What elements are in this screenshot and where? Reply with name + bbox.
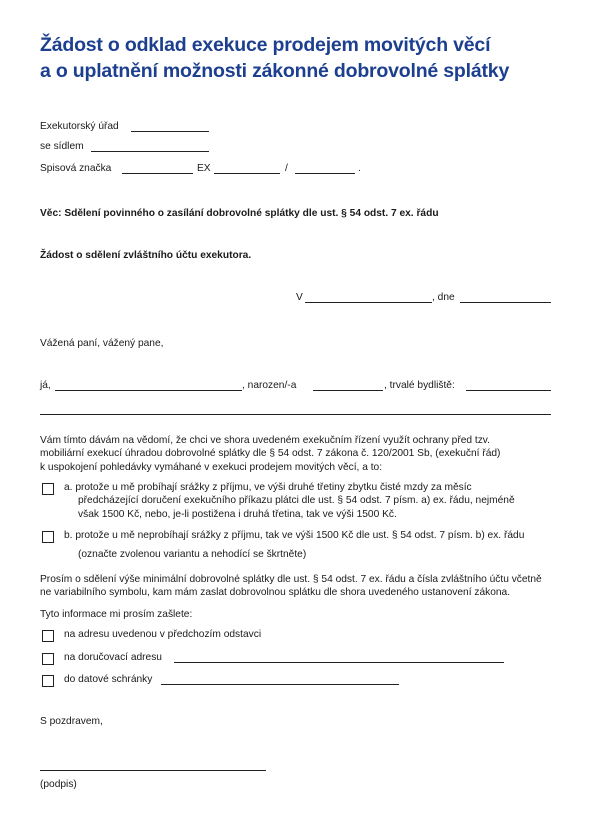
option-b-checkbox[interactable] [42,531,54,543]
send-label: Tyto informace mi prosím zašlete: [40,609,193,620]
seat-label: se sídlem [40,141,84,152]
closing: S pozdravem, [40,716,103,727]
request-heading: Žádost o sdělení zvláštního účtu exekutora. [40,250,252,261]
delivery-address-field[interactable] [174,662,504,663]
file-field-1[interactable] [122,173,193,174]
dot-label: . [358,163,361,174]
signature-label: (podpis) [40,779,77,790]
name-field[interactable] [55,390,242,391]
request-line: ne variabilního symbolu, kam mám zaslat dobrovolnou splátku dle shora uvedeného ustanovení zákona. [40,587,511,599]
residence-field[interactable] [466,390,551,391]
residence-label: , trvalé bydliště: [384,380,455,391]
send-option-delivery-checkbox[interactable] [42,653,54,665]
option-a-checkbox[interactable] [42,483,54,495]
title-line-2: a o uplatnění možnosti zákonné dobrovolné splátky [40,60,510,82]
born-label: , narozen/-a [242,380,297,391]
subject-line: Věc: Sdělení povinného o zasílání dobrovolné splátky dle ust. § 54 odst. 7 ex. řádu [40,208,439,219]
office-label: Exekutorský úřad [40,121,119,132]
salutation: Vážená paní, vážený pane, [40,338,164,349]
option-b-text: b. protože u mě neprobíhají srážky z příjmu, tak ve výši 1500 Kč dle ust. § 54 odst. 7 písm. b) ex. řádu [64,530,525,541]
title-line-1: Žádost o odklad exekuce prodejem movitých věcí [40,34,491,56]
signature-field[interactable] [40,770,266,771]
option-note: (označte zvolenou variantu a nehodící se škrtněte) [78,549,307,560]
send-option-address-label: na adresu uvedenou v předchozím odstavci [64,629,262,640]
file-field-2[interactable] [214,173,280,174]
file-label: Spisová značka [40,163,112,174]
option-a-line: předcházející doručení exekučního příkazu plátci dle ust. § 54 odst. 7 písm. a) ex. řádu, nejméně [78,495,515,507]
option-a-text [64,481,515,521]
request-line: Prosím o sdělení výše minimální dobrovolné splátky dle ust. § 54 odst. 7 ex. řádu a čísla zvláštního účtu včetně [40,574,542,585]
birthdate-field[interactable] [313,390,383,391]
place-field[interactable] [305,302,432,303]
ex-label: EX [197,163,211,174]
intro-line: k uspokojení pohledávky vymáhané v exekuci prodejem movitých věcí, a to: [40,461,383,473]
option-a-line: a. protože u mě probíhají srážky z příjmu, ve výši druhé třetiny zbytku čisté mzdy za měsíc [64,482,472,493]
send-option-delivery-label: na doručovací adresu [64,652,162,663]
intro-line: mobiliární exekucí úhradou dobrovolné splátky dle § 54 odst. 7 zákona č. 120/2001 Sb, (exekuční řád) [40,448,501,460]
intro-paragraph [40,434,500,474]
option-a-line: však 1500 Kč, nebo, je-li postižena i druhá třetina, tak ve výši 1500 Kč. [78,508,397,520]
place-label: V [296,292,303,303]
date-field[interactable] [460,302,551,303]
request-paragraph [40,573,542,600]
seat-field[interactable] [91,151,209,152]
file-field-3[interactable] [295,173,355,174]
intro-line: Vám tímto dávám na vědomí, že chci ve shora uvedeném exekučním řízení využít ochrany před tzv. [40,435,490,446]
send-option-address-checkbox[interactable] [42,630,54,642]
databox-field[interactable] [161,684,399,685]
residence-field-cont[interactable] [40,414,551,415]
ja-label: já, [40,380,51,391]
send-option-databox-checkbox[interactable] [42,675,54,687]
slash-label: / [285,163,288,174]
send-option-databox-label: do datové schránky [64,674,153,685]
office-field[interactable] [131,131,209,132]
date-label: , dne [432,292,455,303]
